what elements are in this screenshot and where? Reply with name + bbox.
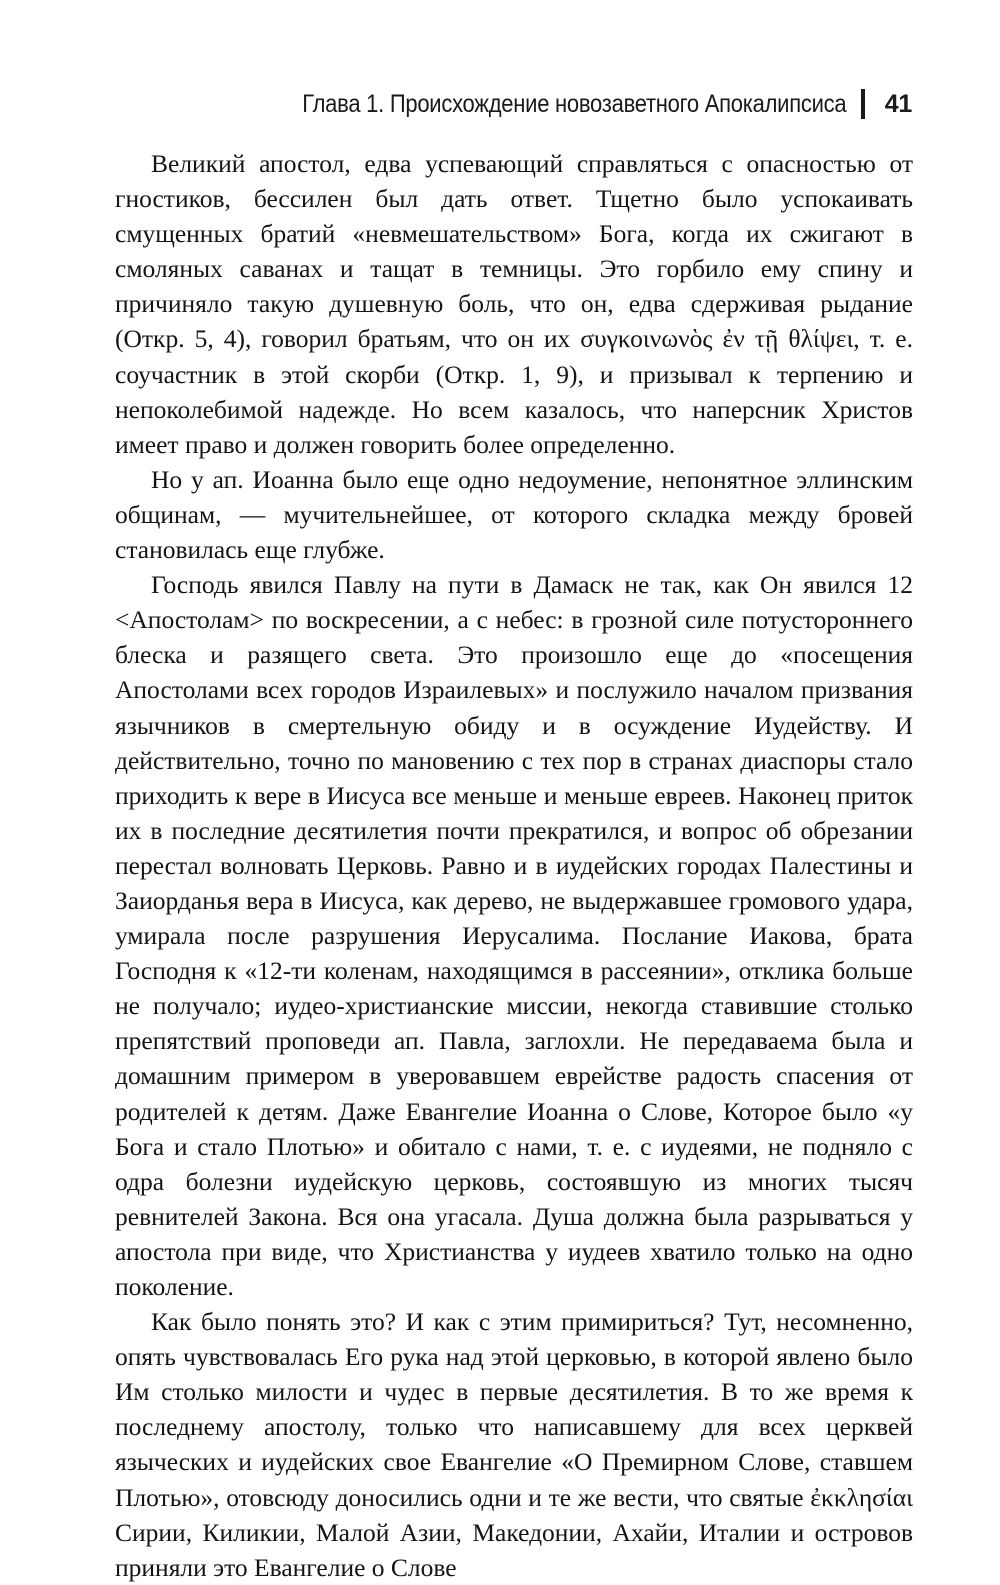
running-header — [100, 84, 912, 124]
paragraph-3: Господь явился Павлу на пути в Дамаск не так, как Он явился 12 <Апостолам> по воскресении, а с небес: в грозной силе потустороннего блеска и разящего света. Это произошло еще до «посещения Апостолами всех городов Израилевых» и послужило началом призвания язычников в смертельную обиду и в осуждение Иудейству. И действительно, точно по мановению с тех пор в странах диаспоры стало приходить к вере в Иисуса все меньше и меньше евреев. Наконец приток их в последние десятилетия почти прекратился, и вопрос об обрезании перестал волновать Церковь. Равно и в иудейских городах Палестины и Заиорданья вера в Иисуса, как дерево, не выдержавшее громового удара, умирала после разрушения Иерусалима. Послание Иакова, брата Господня к «12-ти коленам, находящимся в рассеянии», отклика больше не получало; иудео-христианские миссии, некогда ставившие столько препятствий проповеди ап. Павла, заглохли. Не передаваема была и домашним примером в уверовавшем еврействе радость спасения от родителей к детям. Даже Евангелие Иоанна о Слове, Которое было «у Бога и стало Плотью» и обитало с нами, т. е. с иудеями, не подняло с одра болезни иудейскую церковь, состоявшую из многих тысяч ревнителей Закона. Вся она угасала. Душа должна была разрываться у апостола при виде, что Христианства у иудеев хватило только на одно поколение. — [115, 570, 913, 1301]
page-number: 41 — [884, 89, 912, 118]
paragraph-4: Как было понять это? И как с этим примириться? Тут, несомненно, опять чувствовалась Его рука над этой церковью, в которой явлено было Им столько милости и чудес в первые десятилетия. В то же время к последнему апостолу, только что написавшему для всех церквей языческих и иудейских свое Евангелие «О Премирном Слове, ставшем Плотью», отовсюду доносились одни и те же вести, что святые ἐκκλησίαι Сирии, Киликии, Малой Азии, Македонии, Ахайи, Италии и островов приняли это Евангелие о Слове — [115, 1307, 913, 1582]
header-separator — [861, 89, 865, 119]
body-text — [115, 146, 913, 1585]
paragraph-1: Великий апостол, едва успевающий справляться с опасностью от гностиков, бессилен был дать ответ. Тщетно было успокаивать смущенных братий «невмешательством» Бога, когда их сжигают в смоляных саванах и тащат в темницы. Это горбило ему спину и причиняло такую душевную боль, что он, едва сдерживая рыдание (Откр. 5, 4), говорил братьям, что он их συγκοινωνὸς ἐν τῇ θλίψει, т. е. соучастник в этой скорби (Откр. 1, 9), и призывал к терпению и непоколебимой надежде. Но всем казалось, что наперсник Христов имеет право и должен говорить более определенно. — [115, 149, 913, 459]
chapter-title: Глава 1. Происхождение новозаветного Апокалипсиса — [302, 89, 847, 118]
paragraph-2: Но у ап. Иоанна было еще одно недоумение, непонятное эллинским общинам, — мучительнейшее, от которого складка между бровей становилась еще глубже. — [115, 464, 913, 565]
